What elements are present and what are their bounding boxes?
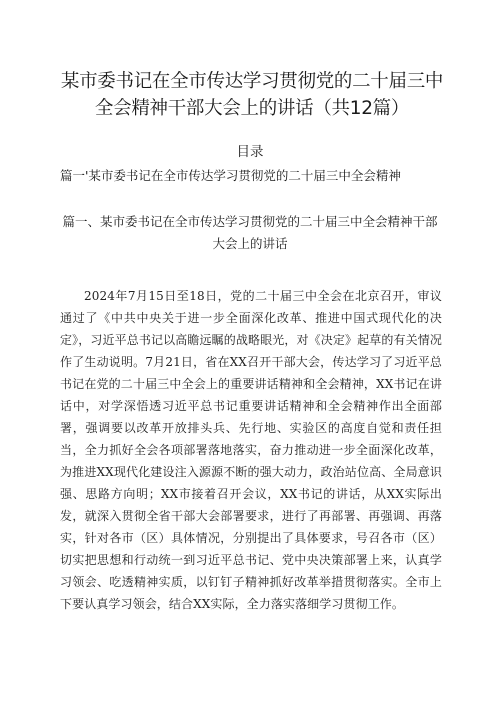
body-paragraph: 2024年7月15日至18日，党的二十届三中全会在北京召开，审议通过了《中共中央关于进一步全面深化改革、推进中国式现代化的决定》，习近平总书记以高瞻远瞩的战略眼光，对《决定》起草的有关情况作了生动说明。7月21日，省在XX召开干部大会，传达学习了习近平总书记在党的二十届三中全会上的重要讲话精神和全会精神，XX书记在讲话中，对学深悟透习近平总书记重要讲话精神和全会精神作出全面部署，强调要以改革开放排头兵、先行地、实验区的高度自觉和责任担当，全力抓好全会各项部署落地落实，奋力推动进一步全面深化改革，为推进XX现代化建设注入源源不断的强大动力，政治站位高、全局意识强、思路方向明；XX市接着召开会议，XX书记的讲话，从XX实际出发，就深入贯彻全省干部大会部署要求，进行了再部署、再强调、再落实，针对各市（区）具体情况，分别提出了具体要求，号召各市（区）切实把思想和行动统一到习近平总书记、党中央决策部署上来，认真学习领会、吃透精神实质，以钉钉子精神抓好改革举措贯彻落实。全市上下要认真学习领会，结合XX实际，全力落实落细学习贯彻工作。 xyxy=(60,289,442,611)
section-heading: 篇一、某市委书记在全市传达学习贯彻党的二十届三中全会精神干部大会上的讲话 xyxy=(62,214,438,251)
document-title: 某市委书记在全市传达学习贯彻党的二十届三中全会精神干部大会上的讲话（共12篇） xyxy=(60,71,444,119)
toc-heading: 目录 xyxy=(236,144,264,160)
toc-entry[interactable]: 篇一'某市委书记在全市传达学习贯彻党的二十届三中全会精神 xyxy=(60,168,401,183)
